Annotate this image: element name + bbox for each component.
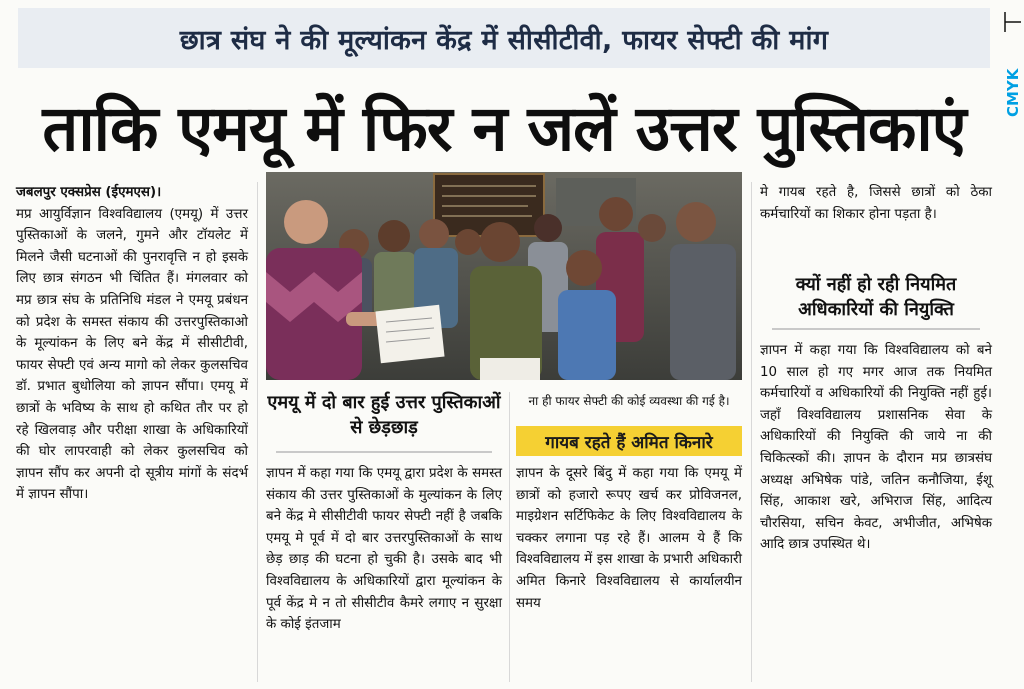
column-2: [266, 463, 502, 636]
subheading-amit: गायब रहते हैं अमित किनारे: [545, 432, 713, 453]
subheading-amit-box: [516, 426, 742, 456]
column-4: [760, 340, 992, 556]
column-4-continuation-text: मे गायब रहते है, जिससे छात्रों को ठेका कर्मचारियों का शिकार होना पड़ता है।: [760, 185, 992, 222]
subheading-appointment: क्यों नहीं हो रही नियमित अधिकारियों की नियुक्ति: [795, 274, 957, 320]
subheading-tampering: एमयू में दो बार हुई उत्तर पुस्तिकाओं से छेड़छाड़: [267, 392, 501, 438]
column-4-text: ज्ञापन में कहा गया कि विश्वविद्यालय को बने 10 साल हो गए मगर आज तक नियमित कर्मचारियों व अधिकारियों की नियुक्ति नहीं हुई। जहाँ विश्वविद्यालय प्रशासनिक सेवा के अधिकारियों की नियुक्ति की जाये ना की चिकित्स्कों की। ज्ञापन के दौरान मप्र छात्रसंघ अध्यक्ष अभिषेक पांडे, जतिन कनौजिया, ईशू सिंह, आकाश खरे, अभिराज सिंह, आदित्य चौरसिया, सचिन केवट, अभीजीत, अभिषेक आदि छात्र उपस्थित थे।: [760, 343, 992, 553]
column-1-text: मप्र आयुर्विज्ञान विश्वविद्यालय (एमयू) में उत्तर पुस्तिकाओं के जलने, गुमने और टॉयलेट में मिलने जैसी घटनाओं की पुनरावृत्ति न हो इसके लिए छात्र संगठन भी चिंतित हैं। मंगलवार को मप्र छात्र संघ के प्रतिनिधि मंडल ने एमयू प्रबंधन को प्रदेश के समस्त संकाय की उत्तरपुस्तिकाओ के मूल्यांकन के लिए बने केंद्र में सीसीटीवी, फायर सेफ्टी एवं अन्य मागो को लेकर कुलसचिव डॉ. प्रभात बुधोलिया को ज्ञापन सौंपा। एमयू में छात्रों के भविष्य के साथ हो कथित तौर पर हो रहे खिलवाड़ और परीक्षा शाखा के अधिकारियों की घोर लापरवाही को लेकर कुलसचिव को ज्ञापन सौंप कर अपनी दो सूत्रीय मांगों के संदर्भ में ज्ञापन सौंपा।: [16, 206, 248, 503]
column-1: [16, 182, 248, 506]
column-separator: [751, 182, 752, 682]
photo-illustration: [266, 172, 742, 380]
news-photo: [266, 172, 742, 380]
column-2-text: ज्ञापन में कहा गया कि एमयू द्वारा प्रदेश के समस्त संकाय की उत्तर पुस्तिकाओं के मुल्यांकन के लिए बने केंद्र मे सीसीटीवी फायर सेफ्टी नहीं है जबकि एमयू मे पूर्व में दो बार उत्तरपुस्तिकाओं के साथ छेड़ छाड़ की घटना हो चुकी है। उसके बाद भी विश्वविद्यालय के अधिकारियों द्वारा मूल्यांकन के पूर्व केंद्र मे न तो सीसीटीव कैमरे लगाए न सुरक्षा के कोई इंतजाम: [266, 466, 502, 633]
divider: [276, 451, 492, 453]
divider: [772, 328, 980, 330]
headline: [18, 74, 990, 178]
headline-text: ताकि एमयू में फिर न जलें उत्तर पुस्तिकाएं: [42, 91, 966, 165]
column-3-text: ज्ञापन के दूसरे बिंदु में कहा गया कि एमयू में छात्रों को हजारो रूपए खर्च कर प्रोविजनल, माइग्रेशन सर्टिफिकेट के लिए विश्वविद्यालय के चक्कर लगाना पड़ रहे हैं। आलम ये हैं कि विश्वविद्यालय में इस शाखा के प्रभारी अधिकारी अमित किनारे विश्वविद्यालय से कार्यालयीन समय: [516, 466, 742, 611]
cmyk-mark: [1004, 12, 1022, 122]
column-3-continuation: ना ही फायर सेफ्टी की कोई व्यवस्था की गई है।: [528, 394, 730, 408]
column-3: [516, 463, 742, 614]
column-4-continuation: [760, 182, 992, 225]
banner-text: छात्र संघ ने की मूल्यांकन केंद्र में सीसीटीवी, फायर सेफ्टी की मांग: [179, 24, 829, 56]
dateline: जबलपुर एक्सप्रेस (ईएमएस)।: [16, 185, 162, 200]
top-banner: [18, 8, 990, 68]
cmyk-text: CMYK: [1004, 68, 1022, 117]
column-separator: [257, 182, 258, 682]
column-separator: [509, 392, 510, 682]
